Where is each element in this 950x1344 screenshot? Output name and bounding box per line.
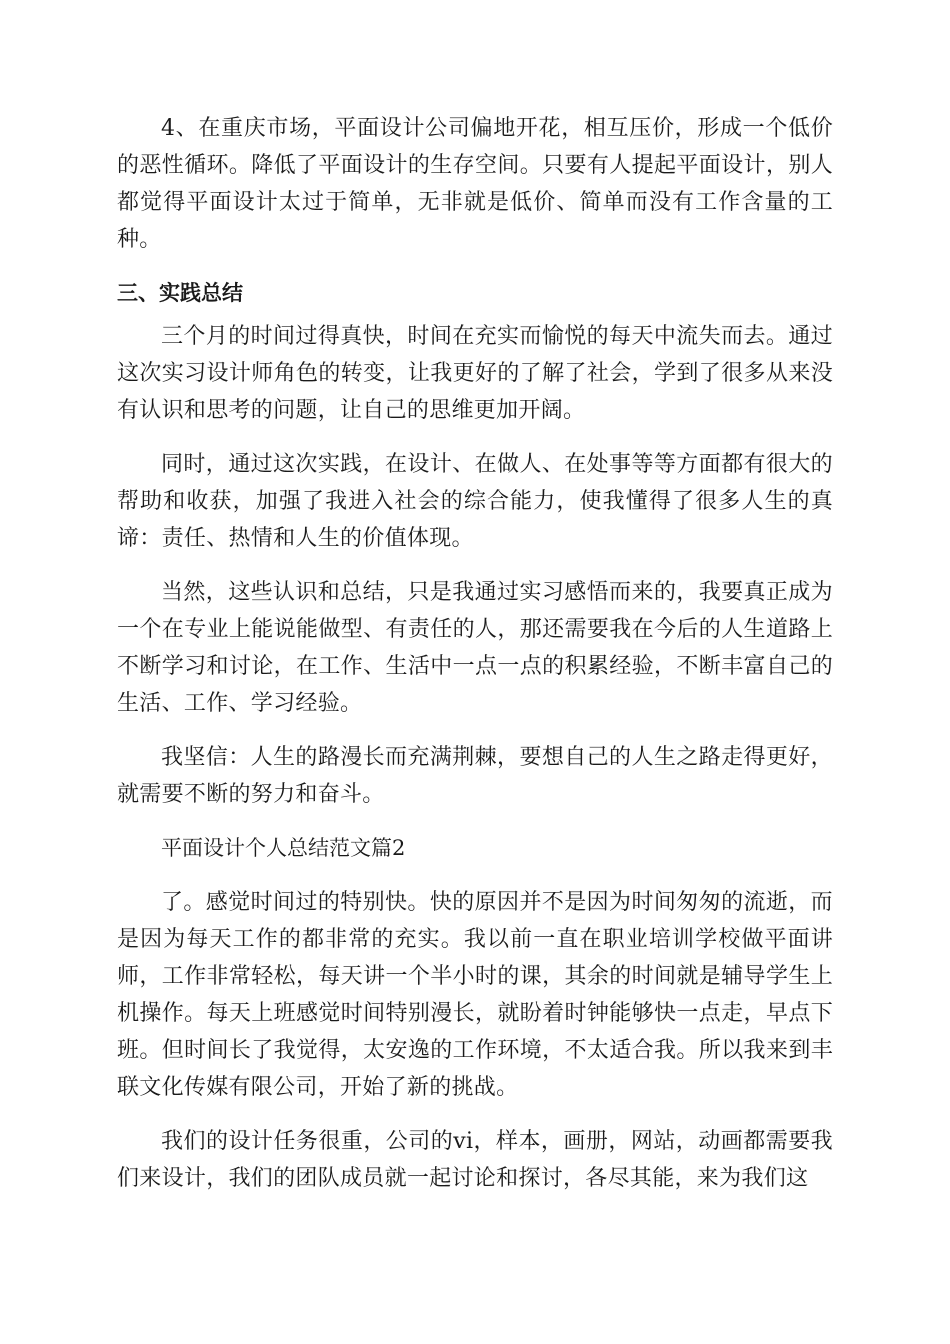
spacer — [117, 722, 833, 739]
spacer — [117, 258, 833, 275]
spacer — [117, 813, 833, 830]
spacer — [117, 867, 833, 884]
document-page — [117, 110, 833, 1197]
spacer — [117, 429, 833, 446]
section-heading-practice-summary: 三、实践总结 — [117, 281, 243, 305]
paragraph-practice-gains: 同时，通过这次实践，在设计、在做人、在处事等等方面都有很大的帮助和收获，加强了我进入社会的综合能力，使我懂得了很多人生的真谛：责任、热情和人生的价值体现。 — [117, 452, 833, 551]
paragraph-belief: 我坚信：人生的路漫长而充满荆棘，要想自己的人生之路走得更好，就需要不断的努力和奋斗。 — [117, 745, 833, 807]
spacer — [117, 557, 833, 574]
paragraph-new-challenge: 了。感觉时间过的特别快。快的原因并不是因为时间匆匆的流逝，而是因为每天工作的都非常的充实。我以前一直在职业培训学校做平面讲师，工作非常轻松，每天讲一个半小时的课，其余的时间就是辅导学生上机操作。每天上班感觉时间特别漫长，就盼着时钟能够快一点走，早点下班。但时间长了我觉得，太安逸的工作环境，不太适合我。所以我来到丰联文化传媒有限公司，开始了新的挑战。 — [117, 890, 833, 1100]
paragraph-three-months: 三个月的时间过得真快，时间在充实而愉悦的每天中流失而去。通过这次实习设计师角色的转变，让我更好的了解了社会，学到了很多从来没有认识和思考的问题，让自己的思维更加开阔。 — [117, 324, 833, 423]
paragraph-reflection: 当然，这些认识和总结，只是我通过实习感悟而来的，我要真正成为一个在专业上能说能做型、有责任的人，那还需要我在今后的人生道路上不断学习和讨论，在工作、生活中一点一点的积累经验，不断丰富自己的生活、工作、学习经验。 — [117, 580, 833, 716]
article-subtitle: 平面设计个人总结范文篇2 — [161, 836, 406, 860]
paragraph-market: 4、在重庆市场，平面设计公司偏地开花，相互压价，形成一个低价的恶性循环。降低了平面设计的生存空间。只要有人提起平面设计，别人都觉得平面设计太过于简单，无非就是低价、简单而没有工作含量的工种。 — [117, 116, 833, 252]
spacer — [117, 1106, 833, 1123]
paragraph-design-tasks: 我们的设计任务很重，公司的vi，样本，画册，网站，动画都需要我们来设计，我们的团队成员就一起讨论和探讨，各尽其能，来为我们这 — [117, 1129, 833, 1191]
